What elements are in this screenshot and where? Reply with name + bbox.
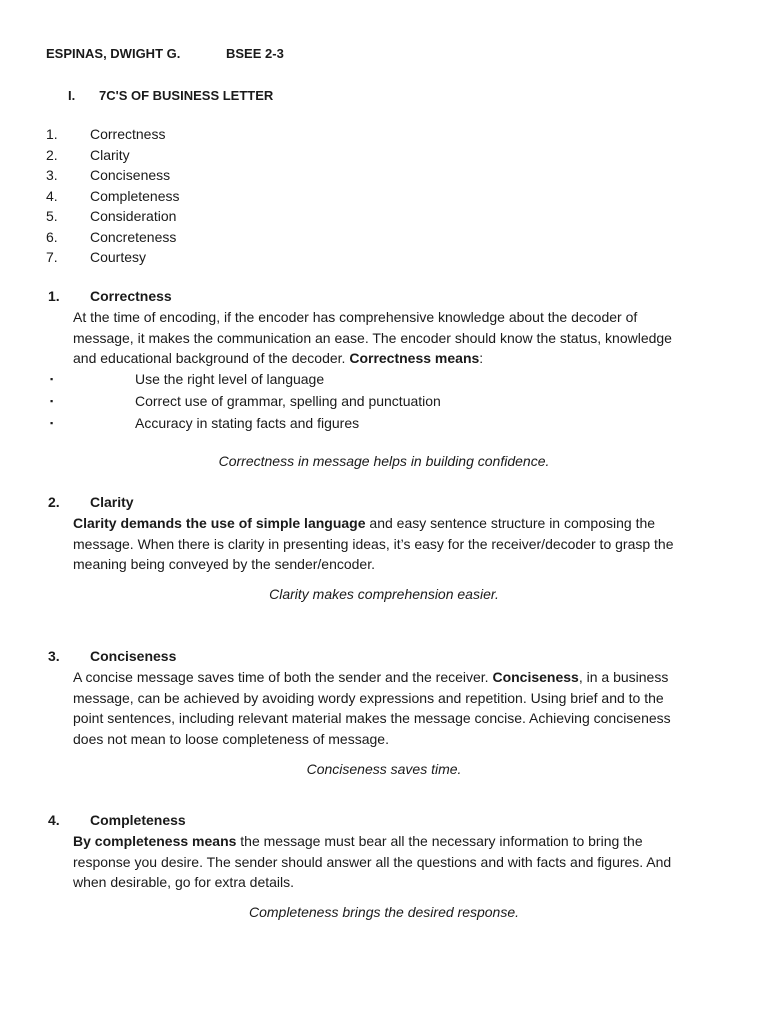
section-heading-correctness: Correctness [90, 288, 172, 304]
section-number: 1. [48, 288, 60, 304]
course-section: BSEE 2-3 [226, 46, 284, 61]
list-label: Completeness [90, 187, 180, 204]
emphasis-text: Clarity demands the use of simple language [73, 515, 366, 531]
section-heading-completeness: Completeness [90, 812, 186, 828]
summary-note-correctness: Correctness in message helps in building confidence. [218, 453, 550, 469]
section-number: 3. [48, 648, 60, 664]
section-numeral: I. [68, 88, 76, 103]
text-span: and easy sentence structure in composing the [365, 515, 656, 531]
bullet-item [50, 390, 750, 412]
list-number: 7. [46, 249, 58, 265]
bullet-marker: ▪ [50, 374, 54, 384]
section-number: 4. [48, 812, 60, 828]
section-title: 7C'S OF BUSINESS LETTER [99, 88, 274, 103]
paragraph-line [73, 667, 733, 688]
student-name: ESPINAS, DWIGHT G. [46, 46, 181, 61]
text-span: , in a business [578, 669, 669, 685]
list-label: Courtesy [90, 249, 147, 265]
emphasis-text: By completeness means [73, 833, 237, 849]
text-span: A concise message saves time of both the sender and the receiver. [73, 669, 493, 685]
paragraph-line: point sentences, including relevant material makes the message concise. Achieving conciseness [73, 710, 671, 726]
paragraph-line: response you desire. The sender should answer all the questions and with facts and figures. And [73, 853, 672, 870]
text-span: the message must bear all the necessary information to bring the [236, 833, 643, 849]
list-label: Consideration [90, 208, 177, 224]
bullet-marker: ▪ [50, 418, 54, 428]
paragraph-completeness [73, 831, 733, 893]
paragraph-line: At the time of encoding, if the encoder has comprehensive knowledge about the decoder of [73, 309, 638, 325]
paragraph-correctness [73, 307, 733, 369]
paragraph-line: when desirable, go for extra details. [73, 874, 295, 890]
text-span: and educational background of the decoder. [73, 350, 350, 366]
summary-note-conciseness: Conciseness saves time. [306, 761, 462, 777]
section-heading-conciseness: Conciseness [90, 648, 177, 664]
emphasis-text: Correctness means [349, 350, 480, 366]
paragraph-line: does not mean to loose completeness of message. [73, 730, 389, 747]
bullet-marker: ▪ [50, 396, 54, 406]
bullet-text: Accuracy in stating facts and figures [135, 415, 360, 431]
list-number: 2. [46, 146, 58, 163]
list-number: 3. [46, 167, 58, 183]
paragraph-line [73, 513, 733, 534]
list-label: Conciseness [90, 167, 171, 183]
paragraph-line: meaning being conveyed by the sender/encoder. [73, 556, 375, 572]
list-number: 4. [46, 187, 58, 204]
paragraph-line: message. When there is clarity in presenting ideas, it’s easy for the receiver/decoder to grasp the [73, 535, 674, 552]
summary-note-completeness: Completeness brings the desired response. [248, 904, 520, 920]
summary-note-clarity: Clarity makes comprehension easier. [269, 586, 499, 602]
paragraph-conciseness [73, 667, 733, 749]
list-label: Concreteness [90, 228, 177, 245]
paragraph-line [73, 348, 733, 369]
list-label: Correctness [90, 126, 166, 142]
section-heading-clarity: Clarity [90, 494, 134, 510]
section-number: 2. [48, 494, 60, 510]
emphasis-text: Conciseness [492, 669, 579, 685]
bullet-item [50, 368, 750, 390]
paragraph-clarity [73, 513, 733, 575]
bullet-text: Use the right level of language [135, 371, 325, 387]
paragraph-line [73, 831, 733, 852]
bullet-text: Correct use of grammar, spelling and punctuation [135, 393, 441, 409]
list-label: Clarity [90, 146, 130, 163]
text-span: : [479, 350, 484, 366]
bullet-item [50, 412, 750, 434]
paragraph-line: message, can be achieved by avoiding wordy expressions and repetition. Using brief and to the [73, 689, 664, 706]
list-number: 1. [46, 126, 58, 142]
paragraph-line: message, it makes the communication an ease. The encoder should know the status, knowledge [73, 329, 672, 346]
list-number: 6. [46, 228, 58, 245]
list-number: 5. [46, 208, 58, 224]
